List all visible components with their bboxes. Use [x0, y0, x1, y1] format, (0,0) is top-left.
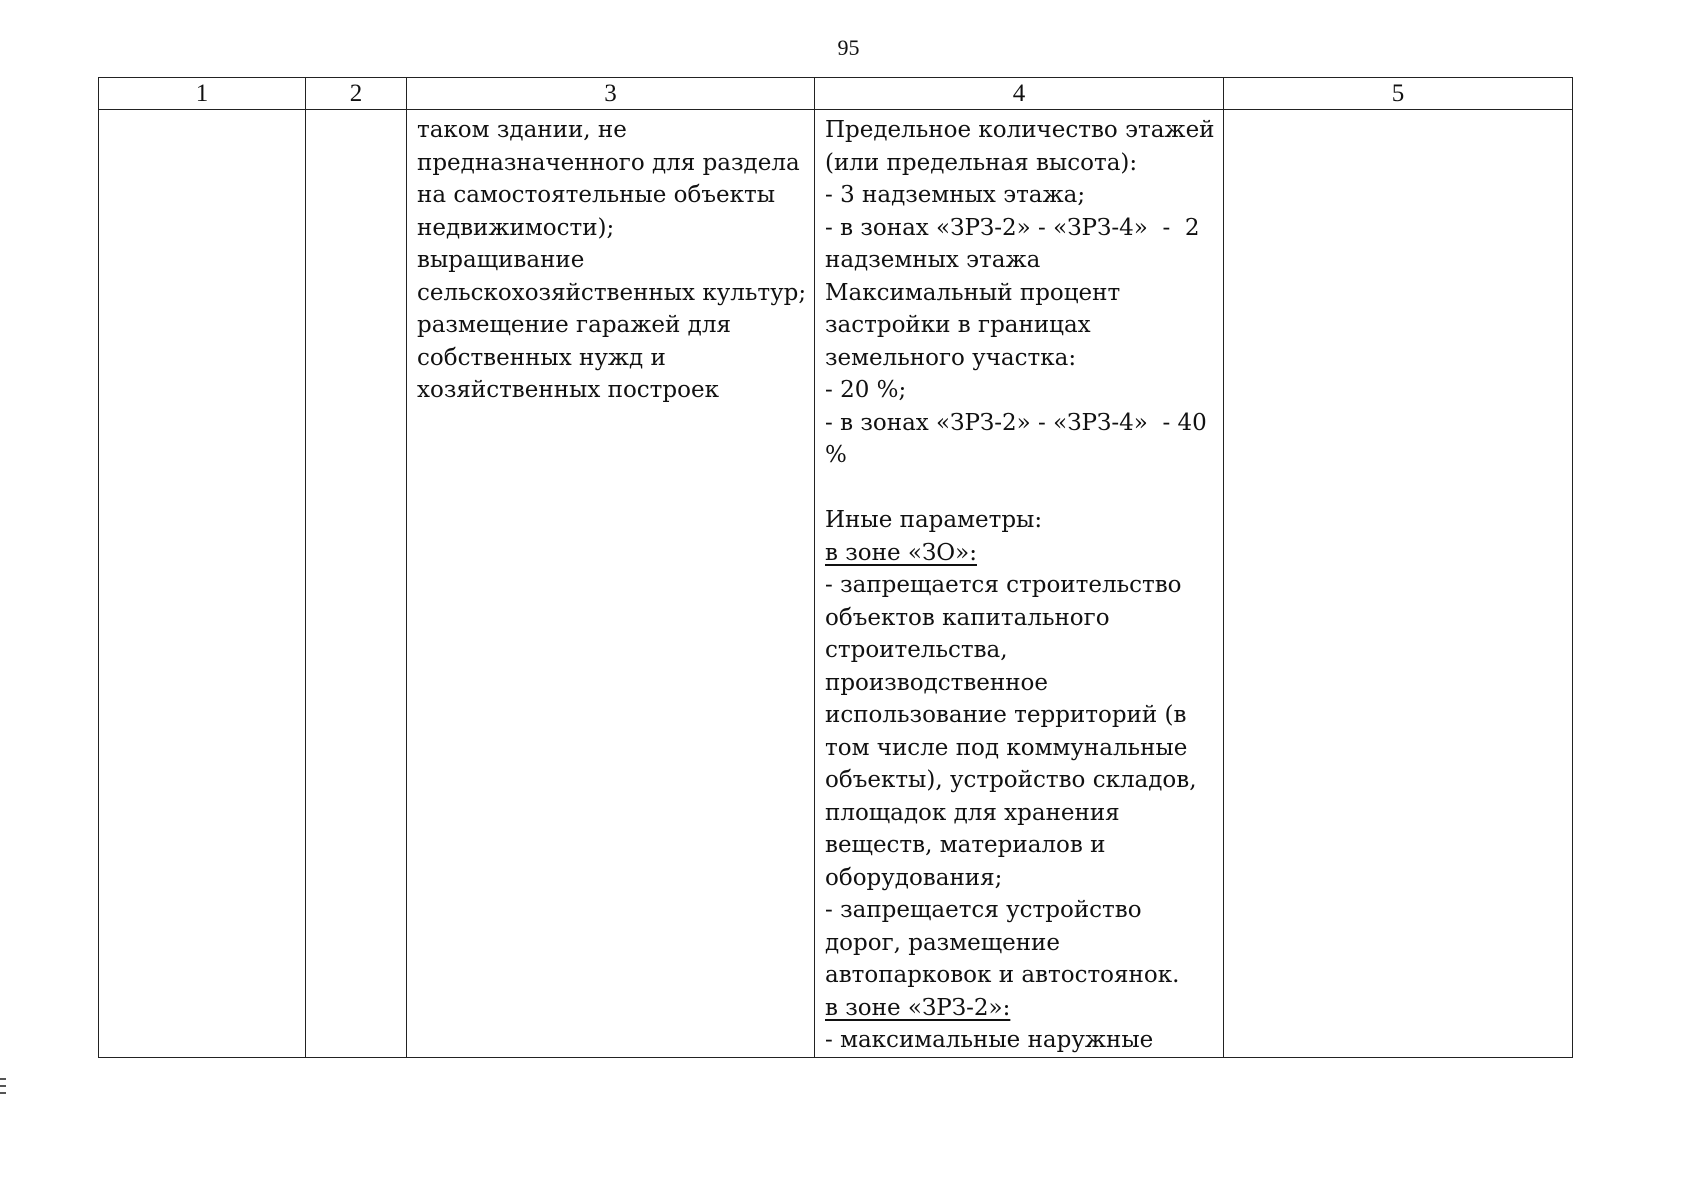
text-line: том числе под коммунальные [825, 734, 1188, 761]
text-line: объектов капитального [825, 604, 1110, 631]
text-line: площадок для хранения [825, 799, 1120, 826]
zone-heading-line: в зоне «ЗРЗ-2»: [825, 994, 1011, 1021]
text-line: дорог, размещение [825, 929, 1060, 956]
text-line: сельскохозяйственных культур; [417, 279, 807, 306]
text-line: Иные параметры: [825, 507, 1043, 533]
text-line: объекты), устройство складов, [825, 767, 1197, 793]
text-line: предназначенного для раздела [417, 149, 800, 176]
page-number: 95 [837, 35, 860, 60]
text-line: хозяйственных построек [417, 377, 719, 403]
cell-col-3 [407, 110, 815, 1058]
text-line: Максимальный процент [825, 279, 1121, 306]
text-line: Предельное количество этажей [825, 117, 1215, 143]
cell-col-4 [815, 110, 1224, 1058]
text-line: - в зонах «ЗРЗ-2» - «ЗРЗ-4» - 40 [825, 409, 1207, 436]
text-line [825, 472, 1223, 505]
text-line: (или предельная высота): [825, 149, 1138, 176]
text-line: - максимальные наружные [825, 1027, 1154, 1053]
text-line: использование территорий (в [825, 702, 1187, 728]
scan-edge-mark [0, 1078, 6, 1094]
zone-heading-line: в зоне «ЗО»: [825, 539, 977, 566]
text-line: земельного участка: [825, 344, 1077, 371]
text-line: таком здании, не [417, 117, 627, 143]
text-line: - 20 %; [825, 377, 907, 403]
text-line: - запрещается устройство [825, 897, 1142, 923]
header-col-1: 1 [99, 78, 306, 110]
text-line: - в зонах «ЗРЗ-2» - «ЗРЗ-4» - 2 [825, 214, 1200, 241]
document-table [98, 77, 1573, 1058]
text-line: размещение гаражей для [417, 312, 731, 338]
text-line: собственных нужд и [417, 344, 666, 371]
parameters-text [815, 110, 1223, 1057]
cell-col-2 [306, 110, 407, 1058]
text-line: производственное [825, 669, 1049, 696]
header-col-3: 3 [407, 78, 815, 110]
text-line: - запрещается строительство [825, 572, 1182, 598]
text-line: застройки в границах [825, 312, 1091, 338]
table-row [99, 110, 1573, 1058]
text-line: - 3 надземных этажа; [825, 182, 1086, 208]
text-line: % [825, 442, 847, 468]
header-col-5: 5 [1224, 78, 1573, 110]
text-line: оборудования; [825, 864, 1003, 891]
text-line: выращивание [417, 247, 585, 273]
header-col-4: 4 [815, 78, 1224, 110]
cell-col-1 [99, 110, 306, 1058]
text-line: автопарковок и автостоянок. [825, 962, 1180, 988]
table-header-row [99, 78, 1573, 110]
cell-col-5 [1224, 110, 1573, 1058]
text-line: надземных этажа [825, 247, 1041, 273]
permitted-uses-text [407, 110, 814, 407]
header-col-2: 2 [306, 78, 407, 110]
text-line: недвижимости); [417, 214, 615, 241]
text-line: на самостоятельные объекты [417, 182, 776, 208]
text-line: веществ, материалов и [825, 832, 1106, 858]
text-line: строительства, [825, 637, 1008, 663]
